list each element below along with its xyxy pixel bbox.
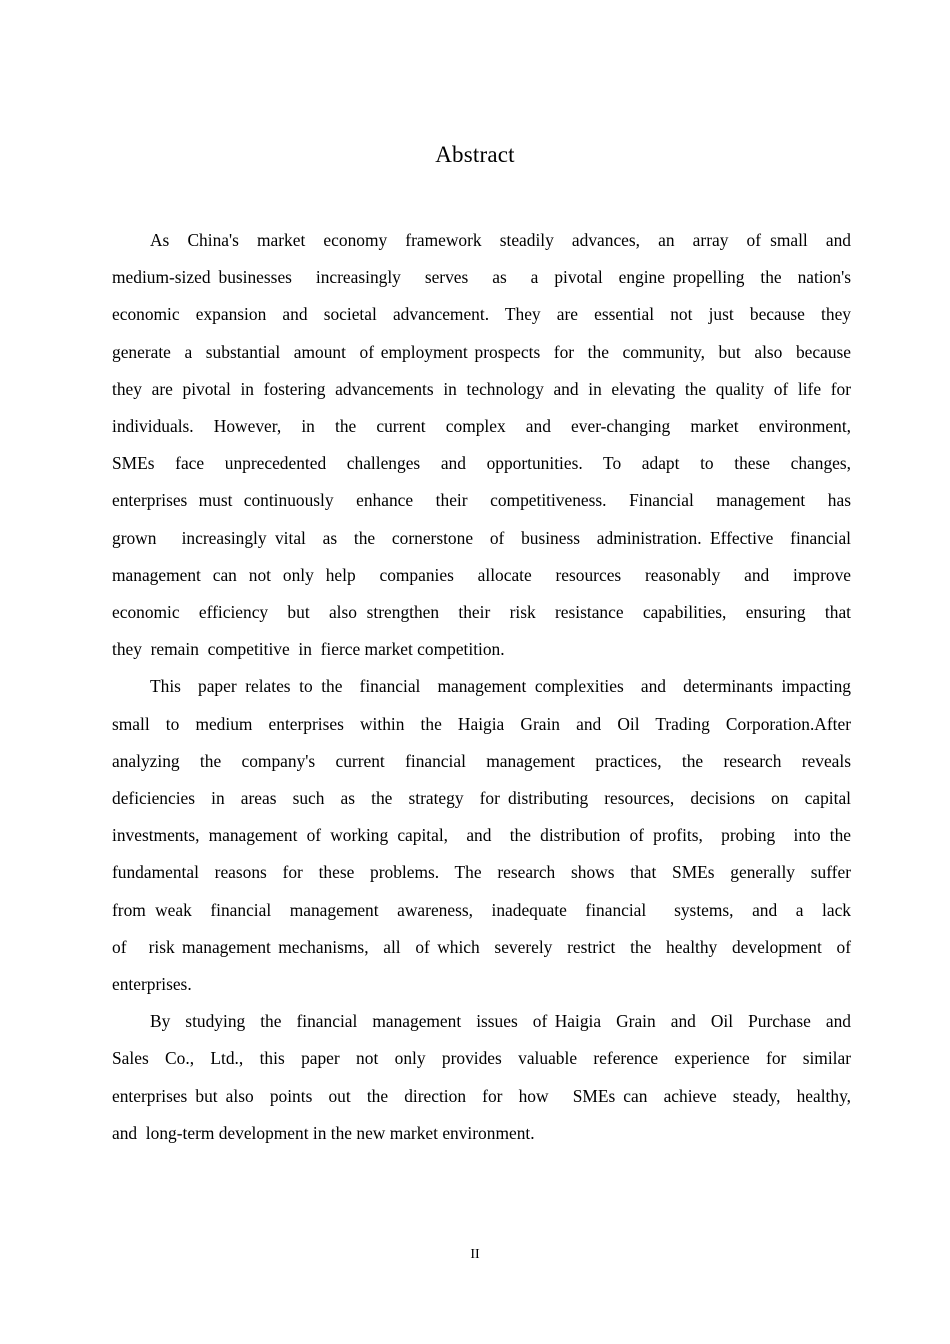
paragraph-2	[112, 668, 851, 1003]
text-line: deficiencies in areas such as the strategy for distributing resources, decisions on capital	[112, 788, 851, 809]
text-line: medium-sized businesses increasingly serves as a pivotal engine propelling the nation's	[112, 267, 851, 288]
text-line: they are pivotal in fostering advancements in technology and in elevating the quality of life for	[112, 378, 851, 399]
text-line: By studying the financial management issues of Haigia Grain and Oil Purchase and	[150, 1011, 851, 1032]
text-line: and long-term development in the new market environment.	[112, 1122, 535, 1143]
text-line: This paper relates to the financial management complexities and determinants impacting	[150, 676, 851, 697]
text-line: grown increasingly vital as the cornerstone of business administration. Effective financial	[112, 527, 851, 548]
text-line: management can not only help companies allocate resources reasonably and improve	[112, 564, 851, 585]
text-line: As China's market economy framework steadily advances, an array of small and	[150, 230, 851, 250]
text-line: fundamental reasons for these problems. The research shows that SMEs generally suffer	[112, 862, 851, 883]
text-line: economic efficiency but also strengthen their risk resistance capabilities, ensuring that	[112, 602, 851, 623]
text-line: generate a substantial amount of employment prospects for the community, but also because	[112, 341, 851, 362]
text-line: investments, management of working capital, and the distribution of profits, probing into the	[112, 825, 851, 846]
abstract-body	[112, 222, 851, 1152]
text-line: analyzing the company's current financial management practices, the research reveals	[112, 750, 851, 771]
text-line: enterprises.	[112, 974, 192, 995]
text-line: individuals. However, in the current complex and ever-changing market environment,	[112, 416, 851, 437]
text-line: from weak financial management awareness, inadequate financial systems, and a lack	[112, 899, 851, 920]
text-line: they remain competitive in fierce market competition.	[112, 639, 505, 660]
text-line: SMEs face unprecedented challenges and opportunities. To adapt to these changes,	[112, 453, 851, 474]
page-title: Abstract	[435, 142, 515, 168]
text-line: Sales Co., Ltd., this paper not only provides valuable reference experience for similar	[112, 1048, 851, 1069]
text-line: small to medium enterprises within the Haigia Grain and Oil Trading Corporation.After	[112, 713, 851, 734]
text-line: enterprises must continuously enhance their competitiveness. Financial management has	[112, 490, 851, 511]
page-number: II	[470, 1247, 480, 1262]
paragraph-1	[112, 222, 851, 668]
text-line: of risk management mechanisms, all of which severely restrict the healthy development of	[112, 936, 851, 957]
text-line: enterprises but also points out the direction for how SMEs can achieve steady, healthy,	[112, 1085, 851, 1106]
text-line: economic expansion and societal advancement. They are essential not just because they	[112, 304, 851, 325]
paragraph-3	[112, 1003, 851, 1152]
